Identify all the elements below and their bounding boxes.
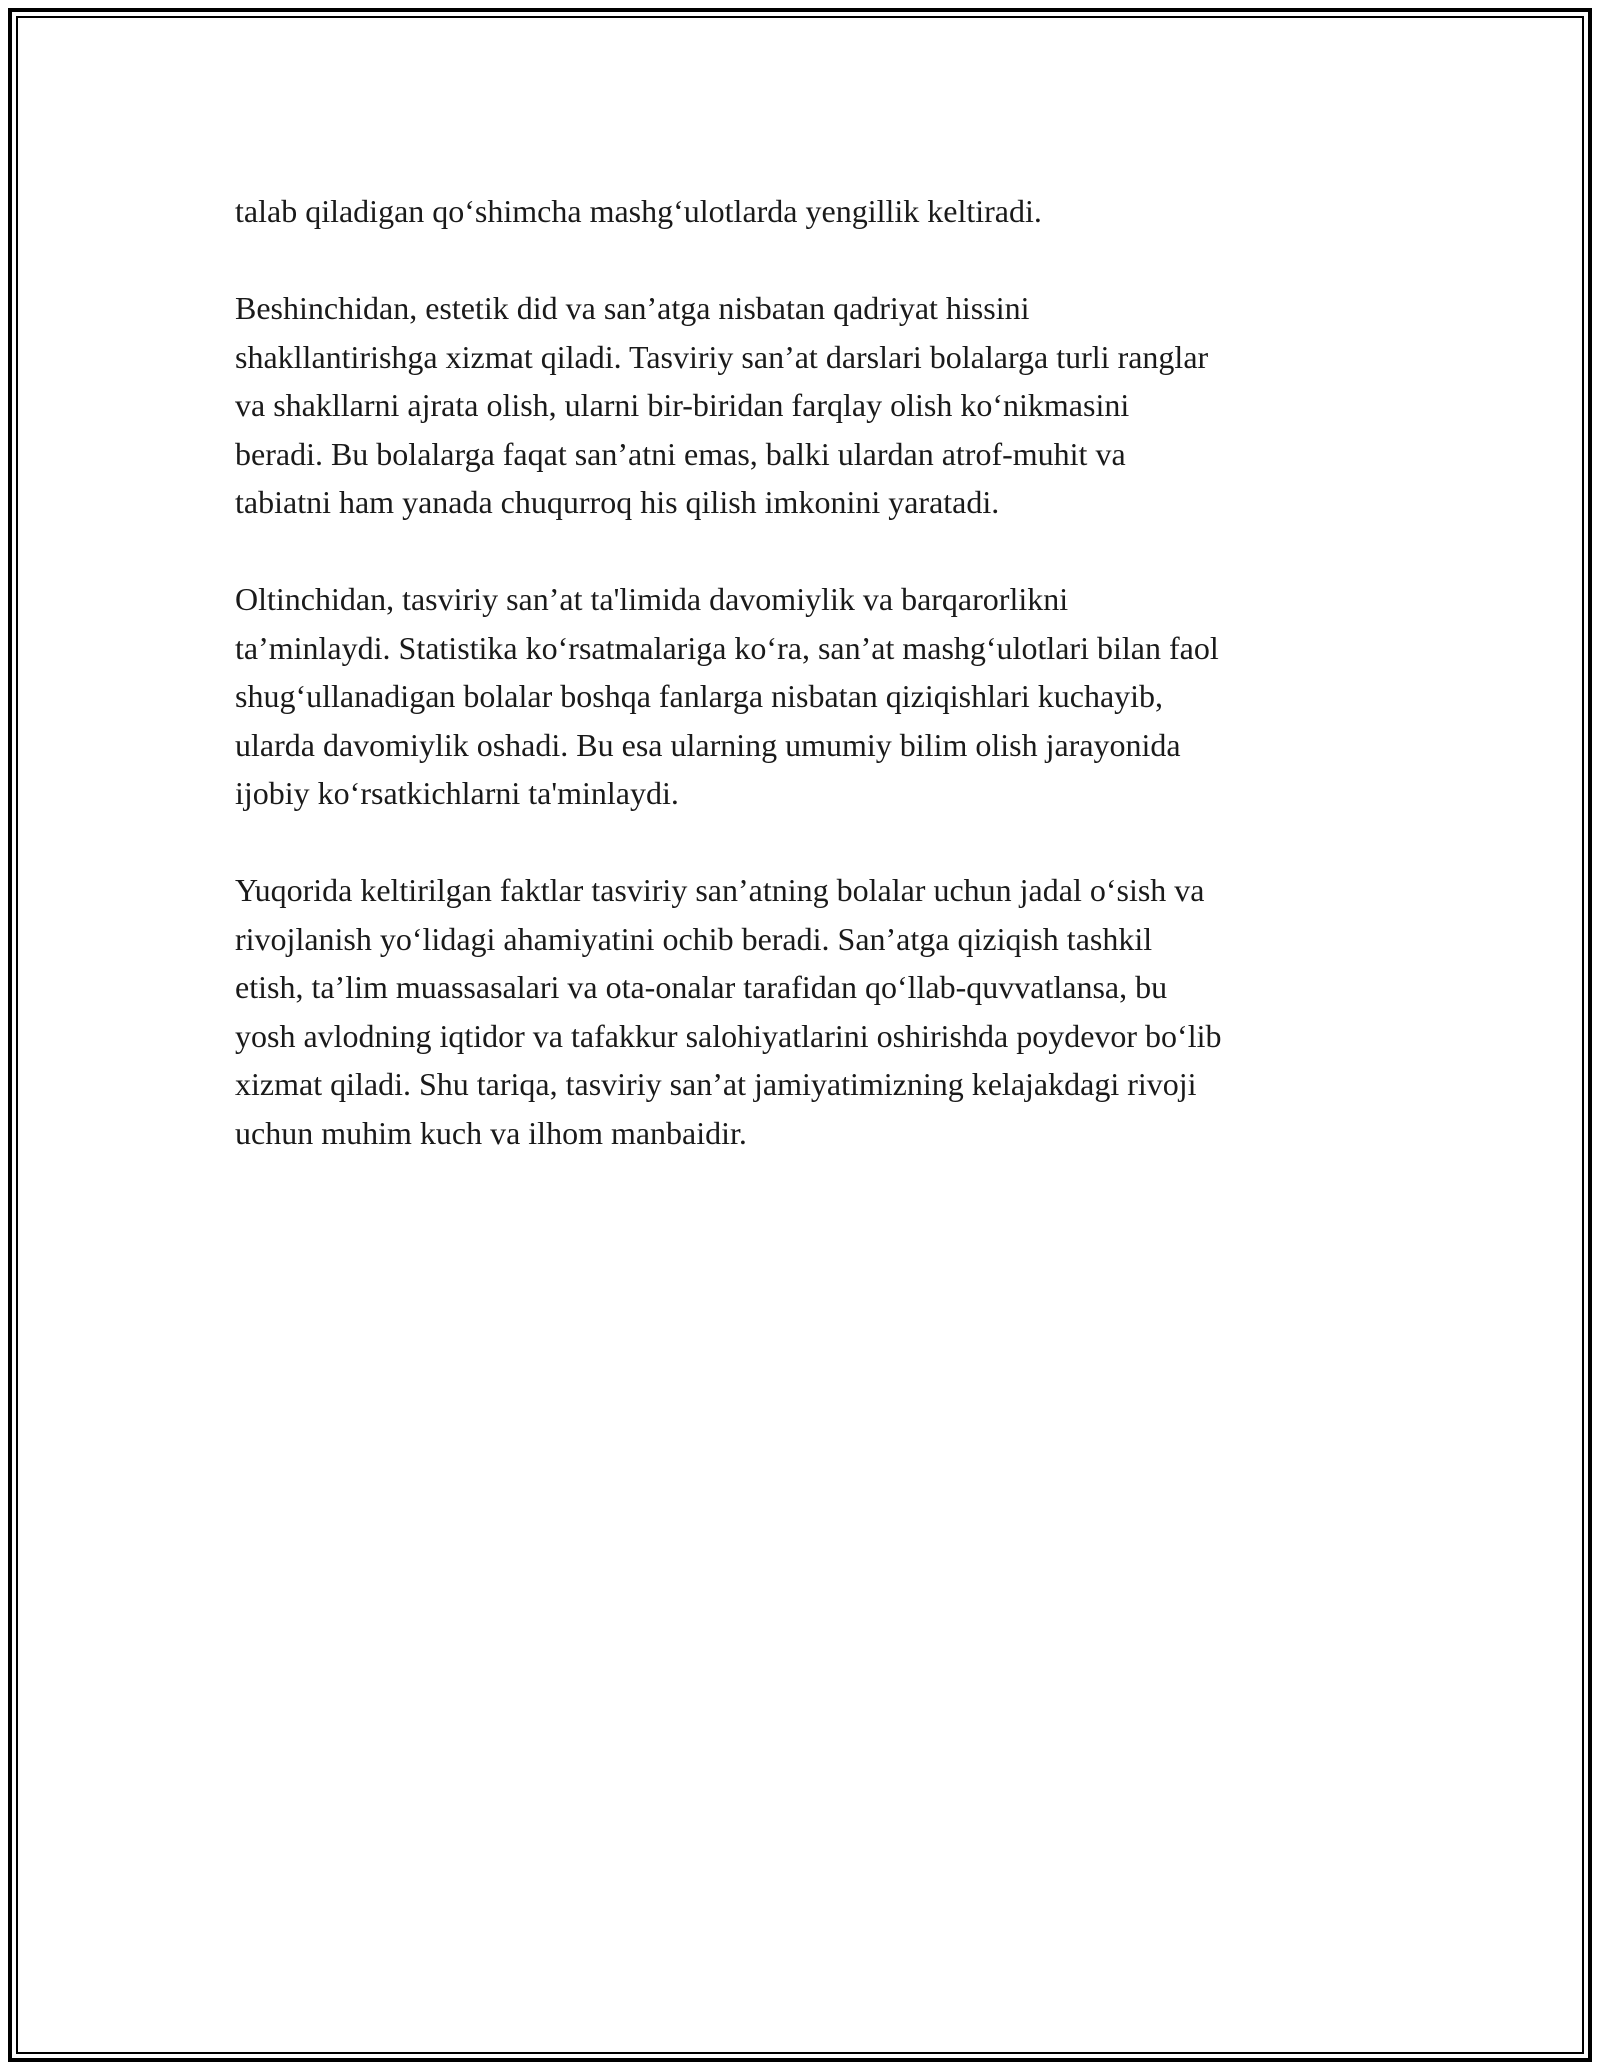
paragraph-sixth-point: Oltinchidan, tasviriy san’at ta'limida davomiylik va barqarorlikni ta’minlaydi. Statistika ko‘rsatmalariga ko‘ra, san’at mashg‘ulotlari bilan faol shug‘ullanadigan bolalar boshqa fanlarga nisbatan qiziqishlari kuchayib, ularda davomiylik oshadi. Bu esa ularning umumiy bilim olish jarayonida ijobiy ko‘rsatkichlarni ta'minlaydi.	[235, 581, 1219, 811]
paragraph-conclusion: Yuqorida keltirilgan faktlar tasviriy san’atning bolalar uchun jadal o‘sish va rivojlanish yo‘lidagi ahamiyatini ochib beradi. San’atga qiziqish tashkil etish, ta’lim muassasalari va ota-onalar tarafidan qo‘llab-quvvatlansa, bu yosh avlodning iqtidor va tafakkur salohiyatlarini oshirishda poydevor bo‘lib xizmat qiladi. Shu tariqa, tasviriy san’at jamiyatimizning kelajakdagi rivoji uchun muhim kuch va ilhom manbaidir.	[235, 872, 1222, 1151]
paragraph-fifth-point: Beshinchidan, estetik did va san’atga nisbatan qadriyat hissini shakllantirishga xizmat qiladi. Tasviriy san’at darslari bolalarga turli ranglar va shakllarni ajrata olish, ularni bir-biridan farqlay olish ko‘nikmasini beradi. Bu bolalarga faqat san’atni emas, balki ulardan atrof-muhit va tabiatni ham yanada chuqurroq his qilish imkonini yaratadi.	[235, 290, 1209, 520]
document-body	[235, 187, 1375, 1206]
paragraph-continuation: talab qiladigan qo‘shimcha mashg‘ulotlarda yengillik keltiradi.	[235, 193, 1042, 229]
